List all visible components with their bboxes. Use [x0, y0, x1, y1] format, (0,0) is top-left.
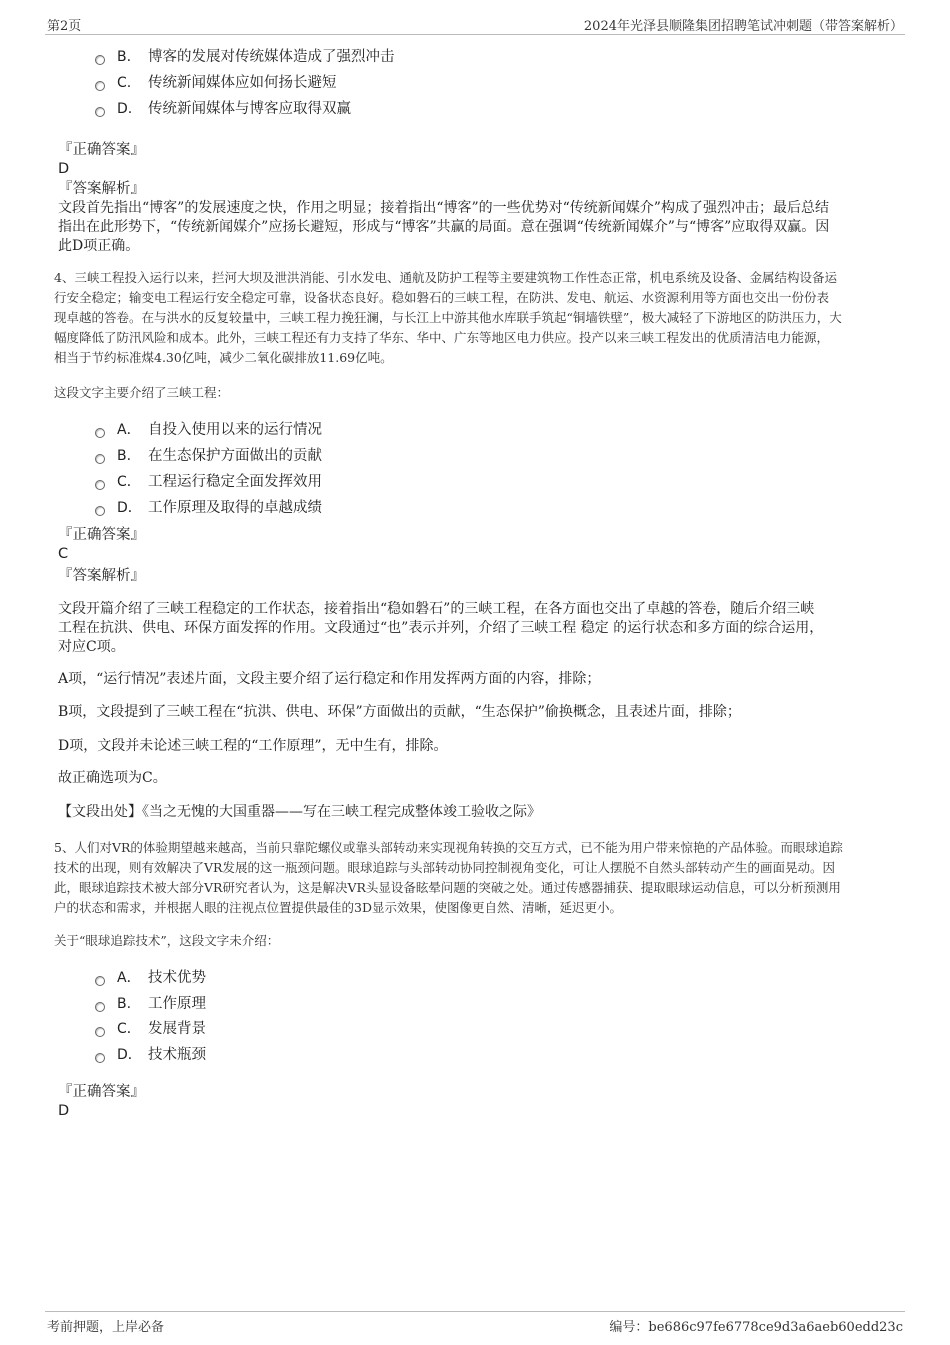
q4-conclusion: 故正确选项为C。 — [58, 770, 167, 786]
radio-icon[interactable] — [95, 1027, 105, 1037]
radio-icon[interactable] — [95, 55, 105, 65]
q4-option-a[interactable]: A． 自投入使用以来的运行情况 — [95, 420, 322, 440]
q4-option-d[interactable]: D． 工作原理及取得的卓越成绩 — [95, 498, 322, 518]
page-number: 第2页 — [47, 19, 82, 34]
q4-question: 这段文字主要介绍了三峡工程： — [54, 385, 230, 400]
radio-icon[interactable] — [95, 1053, 105, 1063]
q4-note-b: B项，文段提到了三峡工程在“抗洪、供电、环保”方面做出的贡献，“生态保护”偷换概念，且表述片面，排除； — [58, 704, 741, 720]
q5-option-d[interactable]: D． 技术瓶颈 — [95, 1045, 206, 1065]
radio-icon[interactable] — [95, 1002, 105, 1012]
q5-answer-label: 『正确答案』 — [58, 1084, 145, 1100]
radio-icon[interactable] — [95, 454, 105, 464]
q5-option-b[interactable]: B. 工作原理 — [95, 994, 206, 1014]
q5-answer: D — [58, 1103, 70, 1119]
radio-icon[interactable] — [95, 976, 105, 986]
radio-icon[interactable] — [95, 506, 105, 516]
q4-option-c[interactable]: C． 工程运行稳定全面发挥效用 — [95, 472, 322, 492]
q4-analysis-label: 『答案解析』 — [58, 568, 145, 584]
document-code: 编号：be686c97fe6778ce9d3a6aeb60edd23c — [609, 1320, 903, 1335]
radio-icon[interactable] — [95, 480, 105, 490]
q4-analysis: 文段开篇介绍了三峡工程稳定的工作状态，接着指出“稳如磐石”的三峡工程，在各方面也交出了卓越的答卷，随后介绍三峡 工程在抗洪、供电、环保方面发挥的作用。文段通过“也”表示并列，介绍了三峡工程 稳定 的运行状态和多方面的综合运用， 对应C项。 — [58, 601, 824, 655]
page-footer — [45, 1311, 905, 1334]
q4-stem: 4、三峡工程投入运行以来，拦河大坝及泄洪消能、引水发电、通航及防护工程等主要建筑物工作性态正常，机电系统及设备、金属结构设备运 行安全稳定；输变电工程运行安全稳定可靠，设备状态良好。稳如磐石的三峡工程，在防洪、发电、航运、水资源利用等方面也交出一份份表 现卓越的答卷。在与洪水的反复较量中，三峡工程力挽狂澜，与长江上中游其他水库联手筑起“铜墙铁壁”，极大减轻了下游地区的防洪压力，大 幅度降低了防汛风险和成本。此外，三峡工程还有力支持了华东、华中、广东等地区电力供应。投产以来三峡工程发出的优质清洁电力能源， 相当于节约标准煤4.30亿吨，减少二氧化碳排放11.69亿吨。 — [54, 270, 842, 365]
radio-icon[interactable] — [95, 428, 105, 438]
q5-stem: 5、人们对VR的体验期望越来越高，当前只靠陀螺仪或靠头部转动来实现视角转换的交互方式，已不能为用户带来惊艳的产品体验。而眼球追踪 技术的出现，则有效解决了VR发展的这一瓶颈问题。眼球追踪与头部转动协同控制视角变化，可让人摆脱不自然头部转动产生的画面晃动。因 此，眼球追踪技术被大部分VR研究者认为，这是解决VR头显设备眩晕问题的突破之处。通过传感器捕获、提取眼球运动信息，可以分析预测用 户的状态和需求，并根据人眼的注视点位置提供最佳的3D显示效果，使图像更自然、清晰，延迟更小。 — [54, 840, 843, 915]
q3-analysis-label: 『答案解析』 — [58, 181, 145, 197]
q5-option-a[interactable]: A． 技术优势 — [95, 968, 206, 988]
q3-option-d[interactable]: D. 传统新闻媒体与博客应取得双赢 — [95, 99, 351, 119]
document-title: 2024年光泽县顺隆集团招聘笔试冲刺题（带答案解析） — [583, 19, 903, 34]
q3-analysis: 文段首先指出“博客”的发展速度之快，作用之明显；接着指出“博客”的一些优势对“传统新闻媒介”构成了强烈冲击；最后总结 指出在此形势下，“传统新闻媒介”应扬长避短，形成与“博客”共赢的局面。意在强调“传统新闻媒介”与“博客”应取得双赢。因 此D项正确。 — [58, 200, 830, 254]
radio-icon[interactable] — [95, 81, 105, 91]
q5-question: 关于“眼球追踪技术”，这段文字未介绍： — [54, 933, 280, 948]
footer-slogan: 考前押题，上岸必备 — [47, 1320, 165, 1335]
q5-option-c[interactable]: C． 发展背景 — [95, 1019, 206, 1039]
q3-answer-label: 『正确答案』 — [58, 142, 145, 158]
q4-answer-label: 『正确答案』 — [58, 527, 145, 543]
q4-source: 【文段出处】《当之无愧的大国重器——写在三峡工程完成整体竣工验收之际》 — [58, 804, 541, 820]
q3-option-c[interactable]: C. 传统新闻媒体应如何扬长避短 — [95, 73, 337, 93]
page-header — [45, 14, 905, 35]
q3-option-b[interactable]: B. 博客的发展对传统媒体造成了强烈冲击 — [95, 47, 395, 67]
q3-answer: D — [58, 161, 70, 177]
q4-option-b[interactable]: B. 在生态保护方面做出的贡献 — [95, 446, 322, 466]
q4-note-d: D项，文段并未论述三峡工程的“工作原理”，无中生有，排除。 — [58, 738, 448, 754]
q4-answer: C — [58, 546, 69, 562]
q4-note-a: A项，“运行情况”表述片面，文段主要介绍了运行稳定和作用发挥两方面的内容，排除； — [58, 671, 601, 687]
radio-icon[interactable] — [95, 107, 105, 117]
